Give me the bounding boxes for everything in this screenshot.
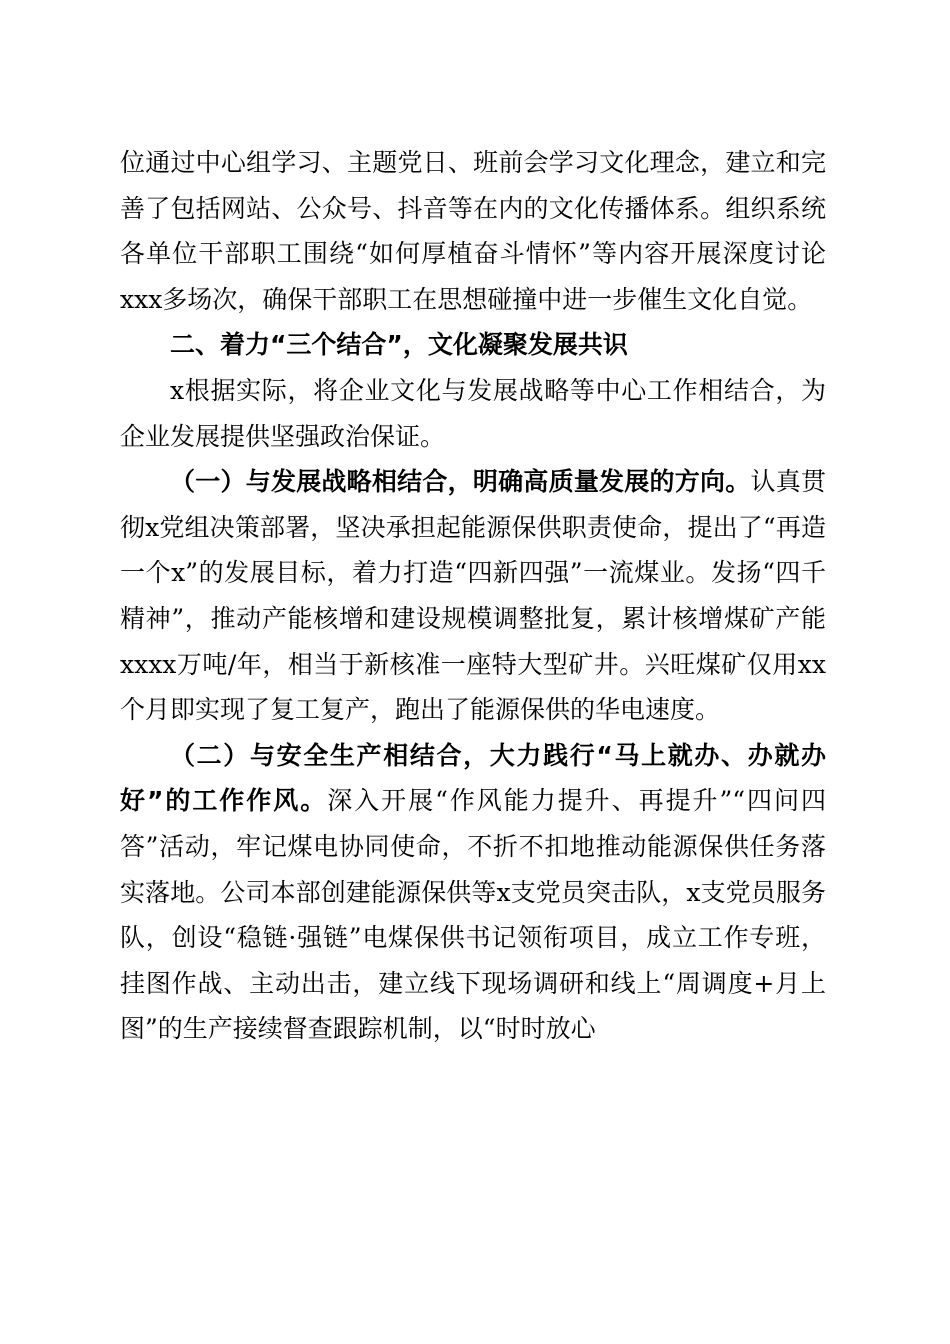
document-body	[120, 140, 826, 1052]
paragraph-safety-production-body: 深入开展“作风能力提升、再提升”“四问四答”活动，牢记煤电协同使命，不折不扣地推动能源保供任务落实落地。公司本部创建能源保供等x支党员突击队，x支党员服务队，创设“稳链·强链”电煤保供书记领衔项目，成立工作专班，挂图作战、主动出击，建立线下现场调研和线上“周调度+月上图”的生产接续督查跟踪机制，以“时时放心	[120, 786, 826, 1044]
section-heading-three-combinations: 二、着力“三个结合”，文化凝聚发展共识	[170, 330, 628, 360]
paragraph-safety-production	[120, 733, 826, 1052]
subheading-development-strategy: （一）与发展战略相结合，明确高质量发展的方向。	[170, 467, 751, 497]
subheading-safety-production: （二）与安全生产相结合，大力践行“马上就办、办就办好”的工作作风。	[120, 740, 826, 816]
paragraph-culture-dissemination: 位通过中心组学习、主题党日、班前会学习文化理念，建立和完善了包括网站、公众号、抖音等在内的文化传播体系。组织系统各单位干部职工围绕“如何厚植奋斗情怀”等内容开展深度讨论xxx多场次，确保干部职工在思想碰撞中进一步催生文化自觉。	[120, 148, 826, 314]
paragraph-intro-combination: x根据实际，将企业文化与发展战略等中心工作相结合，为企业发展提供坚强政治保证。	[120, 375, 826, 451]
paragraph-development-strategy-body: 认真贯彻x党组决策部署，坚决承担起能源保供职责使命，提出了“再造一个x”的发展目标，着力打造“四新四强”一流煤业。发扬“四千精神”，推动产能核增和建设规模调整批复，累计核增煤矿产能xxxx万吨/年，相当于新核准一座特大型矿井。兴旺煤矿仅用xx个月即实现了复工复产，跑出了能源保供的华电速度。	[120, 467, 826, 725]
paragraph-development-strategy	[120, 459, 826, 733]
